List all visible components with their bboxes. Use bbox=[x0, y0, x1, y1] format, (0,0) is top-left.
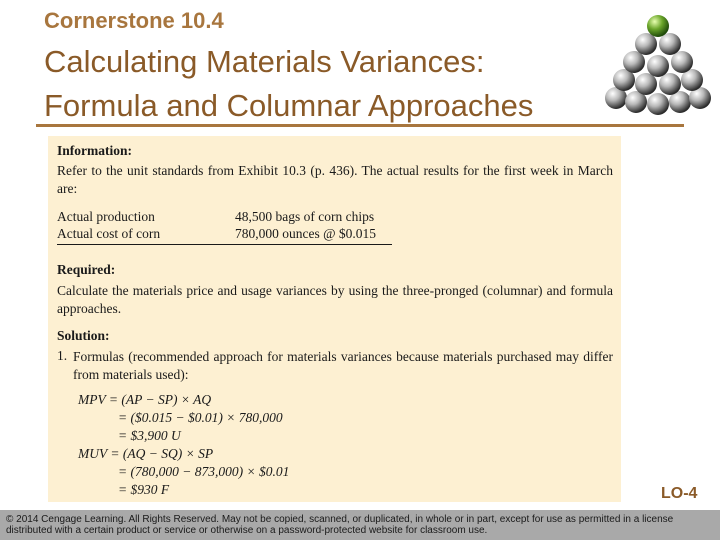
information-text: Refer to the unit standards from Exhibit 10.3 (p. 436). The actual results for the first week in March are: bbox=[57, 163, 613, 196]
title-divider bbox=[36, 124, 684, 127]
data-underline bbox=[57, 244, 392, 245]
required-heading: Required: bbox=[57, 262, 116, 277]
learning-objective-badge: LO-4 bbox=[661, 485, 698, 502]
actual-production-value: 48,500 bags of corn chips bbox=[235, 209, 375, 224]
sphere-pyramid-logo bbox=[598, 10, 718, 120]
title-line-1: Calculating Materials Variances: bbox=[44, 44, 485, 79]
copyright-notice: © 2014 Cengage Learning. All Rights Reserved. May not be copied, scanned, or duplicated, in whole or in part, except for use as permitted in a license distributed with a certain product or service or otherwise on a password-protected website for classroom use. bbox=[6, 514, 674, 536]
actual-production-label: Actual production bbox=[57, 209, 155, 224]
actual-cost-value: 780,000 ounces @ $0.015 bbox=[235, 226, 377, 241]
required-text: Calculate the materials price and usage variances by using the three-pronged (columnar) and formula approaches. bbox=[57, 283, 613, 316]
formula-line: = $930 F bbox=[118, 482, 170, 497]
solution-heading: Solution: bbox=[57, 328, 110, 343]
formula-line: MUV = (AQ − SQ) × SP bbox=[78, 446, 214, 461]
solution-item-number: 1. bbox=[57, 348, 68, 363]
formula-line: = ($0.015 − $0.01) × 780,000 bbox=[118, 410, 283, 425]
formula-line: = $3,900 U bbox=[118, 428, 181, 443]
section-kicker: Cornerstone 10.4 bbox=[44, 8, 224, 33]
footer-bar bbox=[0, 510, 720, 540]
formula-line: = (780,000 − 873,000) × $0.01 bbox=[118, 464, 290, 479]
formula-line: MPV = (AP − SP) × AQ bbox=[78, 392, 212, 407]
solution-item-text: Formulas (recommended approach for materials variances because materials purchased may differ from materials used): bbox=[73, 349, 613, 382]
actual-cost-label: Actual cost of corn bbox=[57, 226, 161, 241]
information-heading: Information: bbox=[57, 143, 132, 158]
title-line-2: Formula and Columnar Approaches bbox=[44, 88, 534, 123]
slide-title bbox=[44, 40, 604, 128]
example-panel bbox=[48, 136, 621, 502]
